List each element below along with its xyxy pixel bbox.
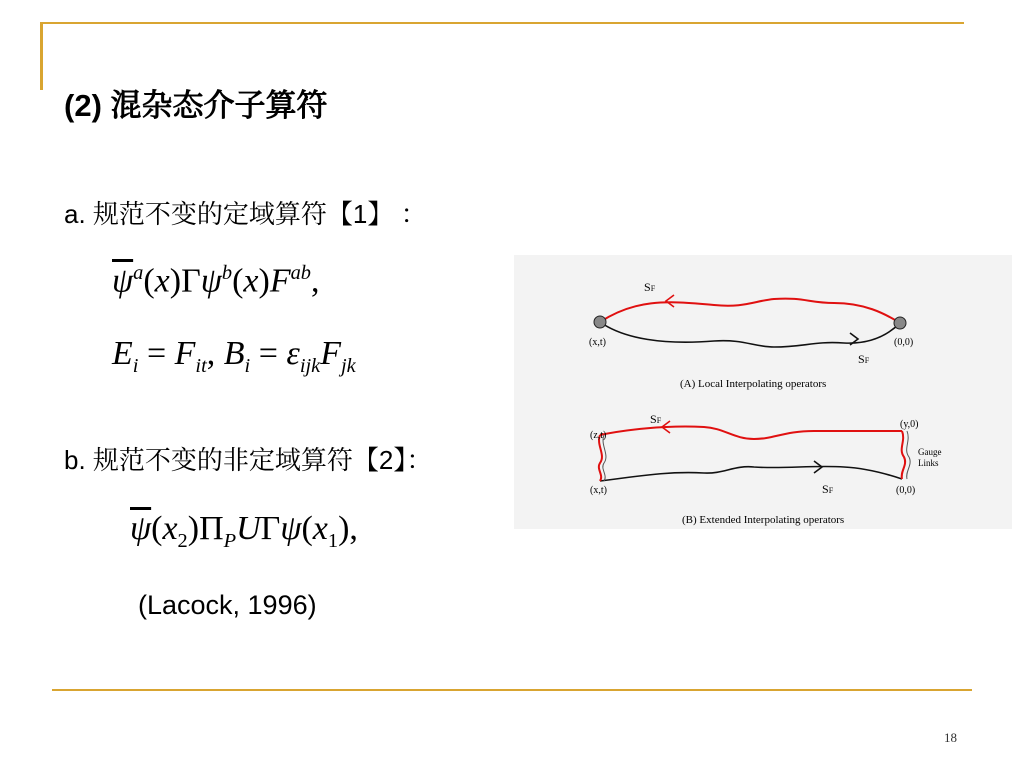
svg-text:SF: SF (822, 482, 834, 496)
panel-b-red-path (600, 427, 902, 439)
page-number: 18 (944, 730, 957, 745)
svg-text:(B) Extended Interpolating ope: (B) Extended Interpolating operators (682, 514, 845, 526)
top-rule (40, 22, 964, 24)
left-accent-rule (40, 22, 43, 90)
item-b-text: b. 规范不变的非定域算符【2】： (64, 445, 433, 475)
formula-field-definitions: $E_i = F_{it}$, $B_i = \varepsilon_{ijk}F_{jk}$ (112, 335, 356, 377)
panel-b-diagram (590, 412, 942, 526)
svg-text:SF: SF (644, 280, 656, 294)
svg-text:Gauge: Gauge (918, 447, 942, 457)
panel-b-left-gauge-outline (603, 435, 606, 481)
formula-local-operator: $\overline{\psi}^a(x)\Gamma\psi^b(x)F^{ab}$, (112, 262, 320, 300)
slide-title: (2) 混杂态介子算符 (64, 88, 328, 123)
panel-b-black-path (600, 466, 902, 481)
operator-diagram (514, 255, 1012, 529)
svg-text:(y,0): (y,0) (900, 419, 919, 430)
svg-text:(x,t): (x,t) (589, 337, 606, 348)
panel-b-right-gauge-link (902, 431, 905, 479)
item-a-text: a. 规范不变的定域算符【1】 ： (64, 199, 427, 229)
panel-a-red-path (600, 299, 900, 323)
panel-b-left-gauge-link (599, 435, 602, 481)
bottom-rule (52, 689, 972, 691)
panel-b-right-gauge-outline (907, 431, 910, 479)
svg-text:(A) Local Interpolating operat: (A) Local Interpolating operators (680, 378, 827, 390)
panel-a-left-node (594, 316, 606, 328)
formula-nonlocal-operator: $\overline{\psi}(x_2)\Pi_PU\Gamma\psi(x_1)$, (130, 510, 358, 552)
panel-a-black-path (600, 322, 900, 347)
svg-text:(0,0): (0,0) (894, 337, 914, 348)
svg-text:SF: SF (650, 412, 662, 426)
svg-text:(z,t): (z,t) (590, 430, 607, 441)
svg-text:(0,0): (0,0) (896, 485, 916, 496)
citation: (Lacock, 1996) (138, 590, 317, 620)
panel-a-diagram (589, 280, 913, 390)
panel-a-right-node (894, 317, 906, 329)
svg-text:Links: Links (918, 458, 939, 468)
panel-a-top-arrow-icon (666, 295, 674, 307)
svg-text:(x,t): (x,t) (590, 485, 607, 496)
svg-text:SF: SF (858, 352, 870, 366)
